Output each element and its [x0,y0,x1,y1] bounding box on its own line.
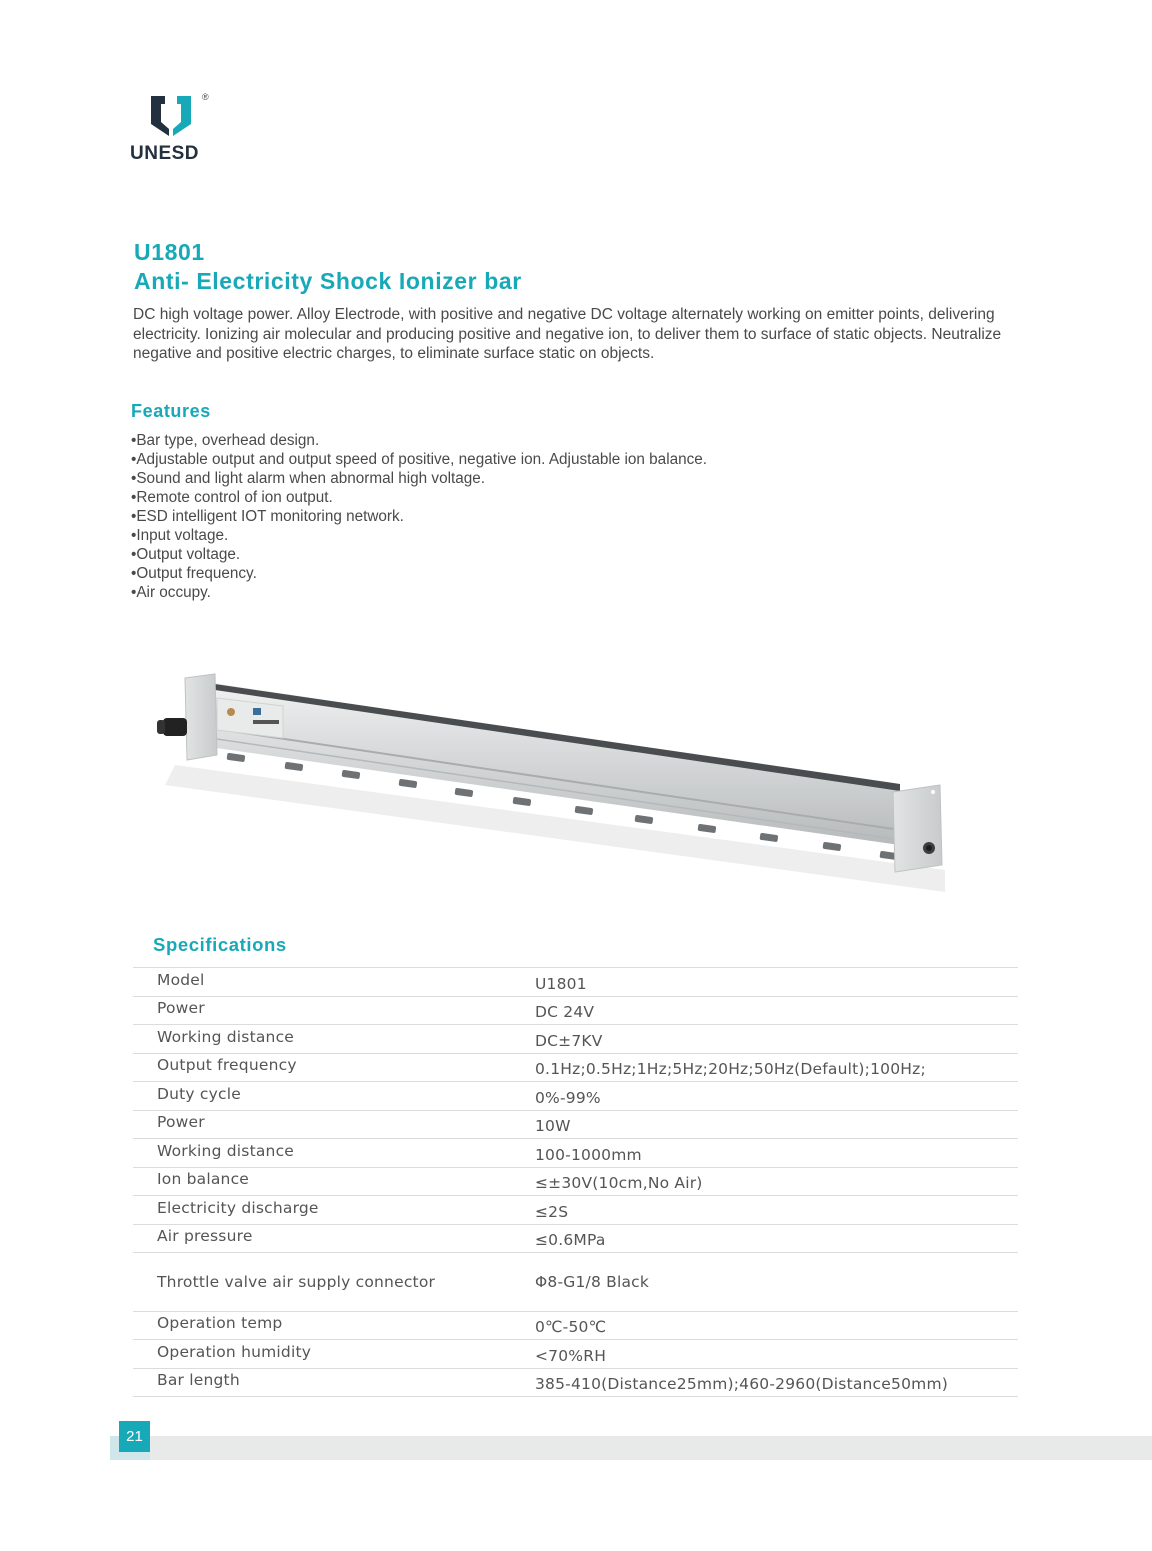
spec-row [133,1111,1018,1140]
spec-value: 100-1000mm [535,1145,642,1164]
spec-label: Power [157,999,205,1018]
spec-label: Working distance [157,1027,295,1046]
spec-label: Model [157,970,205,989]
spec-value: DC±7KV [535,1031,603,1050]
spec-row [133,968,1018,997]
feature-item: • Adjustable output and output speed of positive, negative ion. Adjustable ion balance. [131,450,707,469]
spec-label: Air pressure [157,1227,253,1246]
feature-item: • ESD intelligent IOT monitoring network. [131,507,707,526]
spec-value: 0℃-50℃ [535,1318,607,1337]
model-title: U1801 [134,239,205,265]
spec-row [133,1253,1018,1312]
spec-row [133,1168,1018,1197]
spec-row [133,1196,1018,1225]
product-image [155,660,955,900]
product-title: Anti- Electricity Shock Ionizer bar [134,268,522,294]
spec-value: DC 24V [535,1003,595,1022]
footer-band [150,1436,1152,1460]
features-heading: Features [131,401,211,421]
shield-logo-icon [149,92,193,138]
spec-row [133,1340,1018,1369]
spec-value: 0%-99% [535,1088,601,1107]
feature-item: • Air occupy. [131,583,707,602]
title-block [134,238,522,295]
spec-label: Electricity discharge [157,1198,319,1217]
spec-row [133,997,1018,1026]
spec-value: Φ8-G1/8 Black [535,1272,650,1291]
spec-label: Working distance [157,1141,295,1160]
spec-value: ≤±30V(10cm,No Air) [535,1174,703,1193]
spec-value: <70%RH [535,1346,607,1365]
spec-value: ≤2S [535,1202,569,1221]
spec-label: Ion balance [157,1170,250,1189]
page-number: 21 [119,1421,150,1452]
spec-row [133,1025,1018,1054]
spec-row [133,1082,1018,1111]
feature-item: • Remote control of ion output. [131,488,707,507]
spec-row [133,1225,1018,1254]
specifications-table [133,967,1018,1397]
feature-item: • Bar type, overhead design. [131,431,707,450]
spec-row [133,1139,1018,1168]
spec-label: Operation humidity [157,1342,312,1361]
feature-item: • Input voltage. [131,526,707,545]
feature-item: • Output voltage. [131,545,707,564]
spec-label: Throttle valve air supply connector [157,1272,436,1291]
spec-value: 385-410(Distance25mm);460-2960(Distance50mm) [535,1375,948,1394]
spec-label: Bar length [157,1371,240,1390]
features-list [131,431,707,602]
ionizer-bar-image [155,660,955,900]
spec-value: U1801 [535,974,587,993]
product-description: DC high voltage power. Alloy Electrode, with positive and negative DC voltage alternately working on emitter points, delivering electricity. Ionizing air molecular and producing positive and negative ion, to deliver them to surface of static objects. Neutralize negative and positive electric charges, to eliminate surface static on objects. [133,306,1002,362]
brand-logo [130,92,220,167]
spec-row [133,1054,1018,1083]
spec-row [133,1312,1018,1341]
registered-mark: ® [202,92,209,102]
spec-value: 0.1Hz;0.5Hz;1Hz;5Hz;20Hz;50Hz(Default);100Hz; [535,1060,926,1079]
spec-label: Output frequency [157,1056,297,1075]
spec-value: 10W [535,1117,571,1136]
feature-item: • Sound and light alarm when abnormal high voltage. [131,469,707,488]
spec-label: Operation temp [157,1314,283,1333]
spec-label: Duty cycle [157,1084,241,1103]
spec-value: ≤0.6MPa [535,1231,606,1250]
spec-row [133,1369,1018,1398]
specifications-heading: Specifications [153,934,287,955]
spec-label: Power [157,1113,205,1132]
brand-name: UNESD [130,143,200,164]
feature-item: • Output frequency. [131,564,707,583]
